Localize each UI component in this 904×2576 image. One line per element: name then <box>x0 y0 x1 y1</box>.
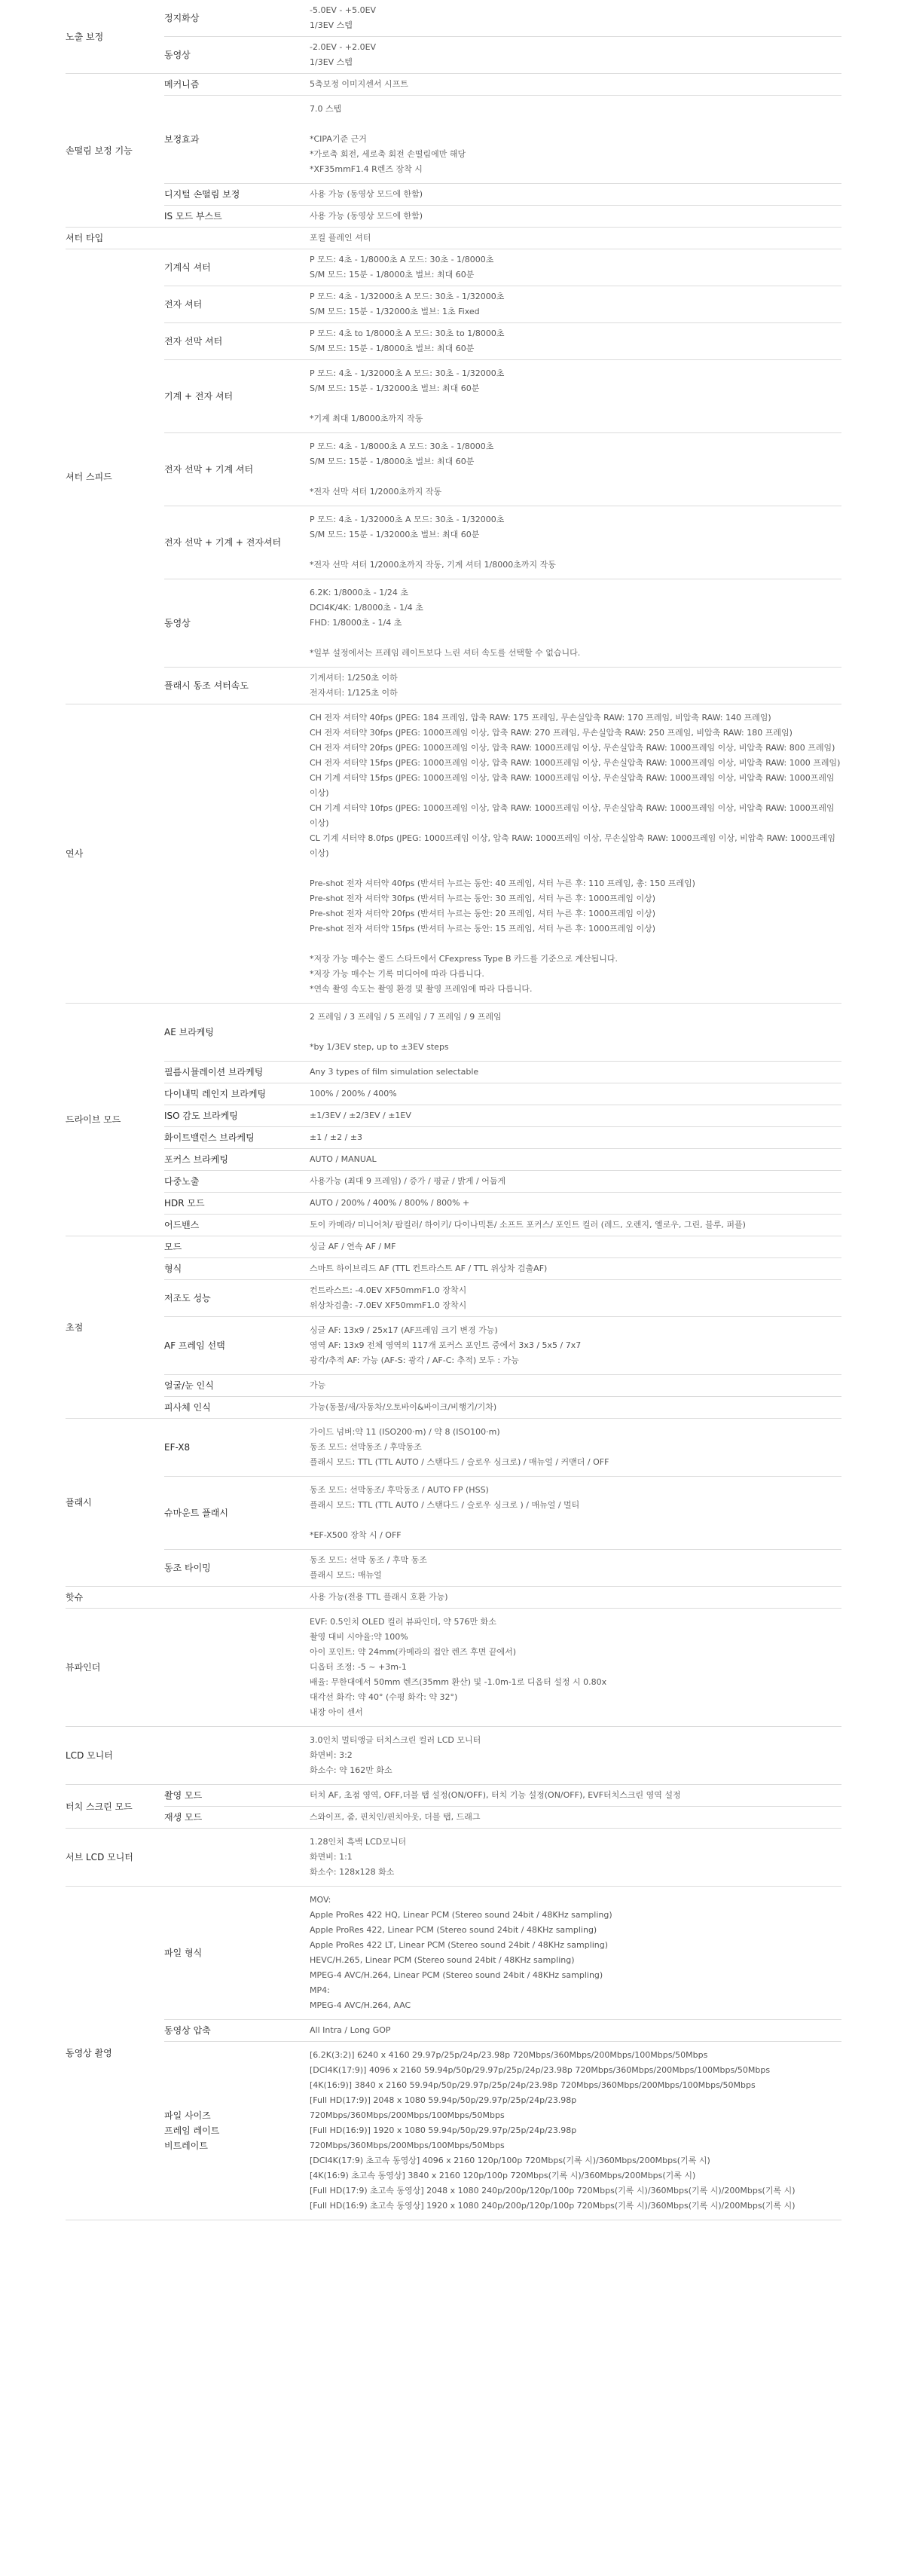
spec-value <box>310 506 841 579</box>
spec-value <box>310 37 841 74</box>
spec-row <box>66 1317 841 1375</box>
spec-value-line: S/M 모드: 15분 - 1/8000초 벌브: 최대 60분 <box>310 270 475 280</box>
spec-subcategory: 파일 사이즈 프레임 레이트 비트레이트 <box>164 2042 310 2220</box>
spec-row <box>66 1171 841 1193</box>
spec-row <box>66 506 841 579</box>
spec-value-line: 720Mbps/360Mbps/200Mbps/100Mbps/50Mbps <box>310 2110 505 2120</box>
spec-value-line: Pre-shot 전자 셔터약 40fps (반셔터 누르는 동안: 40 프레임, 셔터 누른 후: 110 프레임, 총: 150 프레임) <box>310 879 695 888</box>
spec-category: 터치 스크린 모드 <box>66 1785 164 1829</box>
spec-subcategory <box>164 1727 310 1785</box>
spec-value-line: [4K(16:9)] 3840 x 2160 59.94p/50p/29.97p/25p/24p/23.98p 720Mbps/360Mbps/200Mbps/100Mbps/50Mbps <box>310 2080 756 2090</box>
spec-value-line: 7.0 스텝 <box>310 104 342 114</box>
spec-row <box>66 37 841 74</box>
spec-spacer <box>310 1513 841 1528</box>
spec-value <box>310 1280 841 1317</box>
spec-value-line: *by 1/3EV step, up to ±3EV steps <box>310 1042 449 1052</box>
spec-row <box>66 1785 841 1807</box>
spec-value-line: 화소수: 약 162만 화소 <box>310 1765 392 1775</box>
spec-subcategory: 형식 <box>164 1258 310 1280</box>
spec-value-line: 화면비: 3:2 <box>310 1750 353 1760</box>
spec-category: 연사 <box>66 704 164 1004</box>
spec-value-line: S/M 모드: 15분 - 1/32000초 벌브: 1초 Fixed <box>310 307 480 316</box>
spec-value-line: CH 전자 셔터약 20fps (JPEG: 1000프레임 이상, 압축 RAW: 1000프레임 이상, 무손실압축 RAW: 1000프레임 이상, 비압축 RAW: 800 프레임) <box>310 743 835 753</box>
spec-subcategory: 기계식 셔터 <box>164 249 310 286</box>
spec-value <box>310 323 841 360</box>
spec-value-line: Pre-shot 전자 셔터약 20fps (반셔터 누르는 동안: 20 프레임, 셔터 누른 후: 1000프레임 이상) <box>310 909 655 918</box>
spec-value-line: [6.2K(3:2)] 6240 x 4160 29.97p/25p/24p/23.98p 720Mbps/360Mbps/200Mbps/100Mbps/50Mbps <box>310 2050 708 2060</box>
spec-value <box>310 1609 841 1727</box>
spec-row <box>66 1550 841 1587</box>
spec-subcategory: 디지털 손떨림 보정 <box>164 184 310 206</box>
spec-value-line: S/M 모드: 15분 - 1/32000초 벌브: 최대 60분 <box>310 383 480 393</box>
spec-value-line: ±1 / ±2 / ±3 <box>310 1132 363 1142</box>
spec-value-line: CL 기계 셔터약 8.0fps (JPEG: 1000프레임 이상, 압축 RAW: 1000프레임 이상, 무손실압축 RAW: 1000프레임 이상, 비압축 RAW: 1000프레임 이상) <box>310 833 835 858</box>
spec-value-line: 화소수: 128x128 화소 <box>310 1867 395 1877</box>
spec-subcategory: 전자 선막 + 기계 + 전자셔터 <box>164 506 310 579</box>
spec-row <box>66 1083 841 1105</box>
spec-value-line: *EF-X500 장착 시 / OFF <box>310 1530 402 1540</box>
spec-value-line: ±1/3EV / ±2/3EV / ±1EV <box>310 1111 411 1120</box>
spec-value <box>310 1887 841 2020</box>
spec-value <box>310 1550 841 1587</box>
spec-value <box>310 1829 841 1887</box>
spec-value <box>310 1397 841 1419</box>
spec-value <box>310 1083 841 1105</box>
spec-subcategory: 어드밴스 <box>164 1215 310 1236</box>
spec-value-line: 스와이프, 줌, 핀치인/핀치아웃, 더블 탭, 드래그 <box>310 1812 481 1822</box>
spec-value <box>310 286 841 323</box>
spec-row <box>66 96 841 184</box>
spec-value-line: Apple ProRes 422 LT, Linear PCM (Stereo sound 24bit / 48KHz sampling) <box>310 1940 609 1950</box>
spec-value-line: [DCI4K(17:9)] 4096 x 2160 59.94p/50p/29.97p/25p/24p/23.98p 720Mbps/360Mbps/200Mbps/100Mbps/50Mbps <box>310 2065 771 2075</box>
spec-row <box>66 286 841 323</box>
spec-value <box>310 668 841 704</box>
spec-value <box>310 96 841 184</box>
spec-value-line: 영역 AF: 13x9 전체 영역의 117개 포커스 포인트 중에서 3x3 / 5x5 / 7x7 <box>310 1340 582 1350</box>
spec-value <box>310 1258 841 1280</box>
spec-subcategory: 슈마운트 플래시 <box>164 1477 310 1550</box>
spec-subcategory: 기계 + 전자 셔터 <box>164 360 310 433</box>
spec-spacer <box>310 469 841 484</box>
spec-row <box>66 1887 841 2020</box>
spec-value <box>310 2020 841 2042</box>
spec-value-line: Pre-shot 전자 셔터약 30fps (반셔터 누르는 동안: 30 프레임, 셔터 누른 후: 1000프레임 이상) <box>310 894 655 903</box>
spec-category: 드라이브 모드 <box>66 1004 164 1236</box>
spec-value-line: P 모드: 4초 - 1/32000초 A 모드: 30초 - 1/32000초 <box>310 368 505 378</box>
spec-value-line: 플래시 모드: 매뉴얼 <box>310 1570 382 1580</box>
spec-value-line: CH 전자 셔터약 30fps (JPEG: 1000프레임 이상, 압축 RAW: 270 프레임, 무손실압축 RAW: 250 프레임, 비압축 RAW: 180 프레임) <box>310 728 793 738</box>
spec-value <box>310 1477 841 1550</box>
spec-value-line: 아이 포인트: 약 24mm(카메라의 접안 렌즈 후면 끝에서) <box>310 1647 517 1657</box>
spec-value-line: 100% / 200% / 400% <box>310 1089 397 1099</box>
spec-value-line: CH 전자 셔터약 40fps (JPEG: 184 프레임, 압축 RAW: 175 프레임, 무손실압축 RAW: 170 프레임, 비압축 RAW: 140 프레임) <box>310 713 771 723</box>
spec-subcategory <box>164 1587 310 1609</box>
spec-value <box>310 1105 841 1127</box>
spec-value <box>310 228 841 249</box>
spec-value-line: 2 프레임 / 3 프레임 / 5 프레임 / 7 프레임 / 9 프레임 <box>310 1012 502 1022</box>
spec-row <box>66 2020 841 2042</box>
spec-category: 플래시 <box>66 1419 164 1587</box>
spec-subcategory <box>164 228 310 249</box>
spec-value <box>310 1193 841 1215</box>
spec-row <box>66 1258 841 1280</box>
spec-value-line: *가로축 회전, 세로축 회전 손떨림에만 해당 <box>310 149 466 159</box>
spec-subcategory: 보정효과 <box>164 96 310 184</box>
spec-value <box>310 1785 841 1807</box>
spec-value-line: Apple ProRes 422 HQ, Linear PCM (Stereo sound 24bit / 48KHz sampling) <box>310 1910 612 1920</box>
spec-value-line: 플래시 모드: TTL (TTL AUTO / 스탠다드 / 슬로우 싱크로 ) / 매뉴얼 / 멀티 <box>310 1500 580 1510</box>
spec-value-line: 사용 가능 (동영상 모드에 한함) <box>310 211 423 221</box>
spec-row <box>66 1215 841 1236</box>
spec-value-line: EVF: 0.5인치 OLED 컬러 뷰파인더, 약 576만 화소 <box>310 1617 496 1627</box>
spec-row <box>66 1127 841 1149</box>
spec-value-line: P 모드: 4초 - 1/8000초 A 모드: 30초 - 1/8000초 <box>310 255 494 264</box>
spec-table-body <box>66 0 841 2220</box>
spec-value-line: CH 전자 셔터약 15fps (JPEG: 1000프레임 이상, 압축 RAW: 1000프레임 이상, 무손실압축 RAW: 1000프레임 이상, 비압축 RAW: 1000 프레임) <box>310 758 841 768</box>
spec-category: 핫슈 <box>66 1587 164 1609</box>
spec-spacer <box>310 542 841 558</box>
spec-value <box>310 74 841 96</box>
spec-value-line: 화면비: 1:1 <box>310 1852 353 1862</box>
spec-subcategory: ISO 감도 브라케팅 <box>164 1105 310 1127</box>
spec-subcategory: 저조도 성능 <box>164 1280 310 1317</box>
spec-value-line: 배율: 무한대에서 50mm 렌즈(35mm 환산) 및 -1.0m-1로 디옵터 설정 시 0.80x <box>310 1677 607 1687</box>
spec-value-line: 기계셔터: 1/250초 이하 <box>310 673 398 683</box>
spec-value-line: 대각선 화각: 약 40° (수평 화각: 약 32°) <box>310 1692 458 1702</box>
spec-subcategory: HDR 모드 <box>164 1193 310 1215</box>
spec-subcategory: AF 프레임 선택 <box>164 1317 310 1375</box>
spec-value <box>310 360 841 433</box>
spec-subcategory <box>164 704 310 1004</box>
spec-spacer <box>310 1025 841 1040</box>
spec-value-line: [Full HD(17:9) 초고속 동영상] 2048 x 1080 240p/200p/120p/100p 720Mbps(기록 시)/360Mbps(기록 시)/200Mbps(기록 시) <box>310 2186 796 2196</box>
spec-value <box>310 1317 841 1375</box>
spec-category: LCD 모니터 <box>66 1727 164 1785</box>
spec-value-line: 5축보정 이미지센서 시프트 <box>310 79 408 89</box>
spec-category: 뷰파인더 <box>66 1609 164 1727</box>
spec-subcategory: 다이내믹 레인지 브라케팅 <box>164 1083 310 1105</box>
spec-value-line: MOV: <box>310 1895 331 1905</box>
spec-value-line: Any 3 types of film simulation selectable <box>310 1067 479 1077</box>
spec-row <box>66 668 841 704</box>
spec-row <box>66 2042 841 2220</box>
spec-subcategory: 메커니즘 <box>164 74 310 96</box>
spec-row <box>66 1609 841 1727</box>
spec-value-line: *XF35mmF1.4 R렌즈 장착 시 <box>310 164 423 174</box>
spec-value <box>310 704 841 1004</box>
spec-row <box>66 74 841 96</box>
spec-value-line: 동조 모드: 선막 동조 / 후막 동조 <box>310 1555 427 1565</box>
spec-row <box>66 323 841 360</box>
spec-subcategory: 동조 타이밍 <box>164 1550 310 1587</box>
spec-value <box>310 184 841 206</box>
spec-value-line: 6.2K: 1/8000초 - 1/24 초 <box>310 588 409 597</box>
spec-value-line: 720Mbps/360Mbps/200Mbps/100Mbps/50Mbps <box>310 2141 505 2150</box>
spec-value <box>310 1004 841 1062</box>
spec-subcategory: 얼굴/눈 인식 <box>164 1375 310 1397</box>
spec-subcategory: 정지화상 <box>164 0 310 37</box>
spec-value-line: FHD: 1/8000초 - 1/4 초 <box>310 618 402 628</box>
spec-value-line: [4K(16:9) 초고속 동영상] 3840 x 2160 120p/100p 720Mbps(기록 시)/360Mbps/200Mbps(기록 시) <box>310 2171 696 2180</box>
spec-value-line: P 모드: 4초 - 1/8000초 A 모드: 30초 - 1/8000초 <box>310 442 494 451</box>
spec-row <box>66 1149 841 1171</box>
spec-row <box>66 1807 841 1829</box>
spec-row <box>66 360 841 433</box>
spec-row <box>66 1829 841 1887</box>
spec-subcategory: 동영상 압축 <box>164 2020 310 2042</box>
spec-table <box>66 0 841 2220</box>
spec-row <box>66 1236 841 1258</box>
spec-value-line: 동조 모드: 선막동조 / 후막동조 <box>310 1442 422 1452</box>
spec-value-line: P 모드: 4초 - 1/32000초 A 모드: 30초 - 1/32000초 <box>310 515 505 524</box>
spec-subcategory: 전자 셔터 <box>164 286 310 323</box>
spec-subcategory: 동영상 <box>164 579 310 668</box>
spec-subcategory: AE 브라케팅 <box>164 1004 310 1062</box>
spec-category: 손떨림 보정 기능 <box>66 74 164 228</box>
spec-value-line: 터치 AF, 초점 영역, OFF,더블 탭 설정(ON/OFF), 터치 기능 설정(ON/OFF), EVF터치스크린 영역 설정 <box>310 1790 681 1800</box>
spec-table-container <box>66 0 841 2220</box>
spec-spacer <box>310 631 841 646</box>
spec-row <box>66 704 841 1004</box>
spec-value-line: 가능(동물/새/자동차/오토바이&바이크/비행기/기차) <box>310 1402 497 1412</box>
spec-category: 노출 보정 <box>66 0 164 74</box>
spec-value-line: 1/3EV 스텝 <box>310 57 353 67</box>
spec-spacer <box>310 937 841 952</box>
spec-value <box>310 1375 841 1397</box>
spec-category: 서브 LCD 모니터 <box>66 1829 164 1887</box>
spec-value <box>310 1062 841 1083</box>
spec-subcategory: IS 모드 부스트 <box>164 206 310 228</box>
spec-category: 셔터 스피드 <box>66 249 164 704</box>
spec-value-line: 사용가능 (최대 9 프레임) / 증가 / 평균 / 밝게 / 어둡게 <box>310 1176 506 1186</box>
spec-value <box>310 249 841 286</box>
spec-value-line: MPEG-4 AVC/H.264, Linear PCM (Stereo sound 24bit / 48KHz sampling) <box>310 1970 603 1980</box>
spec-value-line: S/M 모드: 15분 - 1/32000초 벌브: 최대 60분 <box>310 530 480 539</box>
spec-subcategory: 전자 선막 + 기계 셔터 <box>164 433 310 506</box>
spec-value-line: *전자 선막 셔터 1/2000초까지 작동, 기계 셔터 1/8000초까지 작동 <box>310 560 556 570</box>
spec-value-line: DCI4K/4K: 1/8000초 - 1/4 초 <box>310 603 423 613</box>
spec-value <box>310 1419 841 1477</box>
spec-value-line: *저장 가능 매수는 콜드 스타트에서 CFexpress Type B 카드를 기준으로 계산됩니다. <box>310 954 618 964</box>
spec-value-line: 디옵터 조정: -5 ~ +3m-1 <box>310 1662 407 1672</box>
spec-row <box>66 184 841 206</box>
spec-value-line: 사용 가능(전용 TTL 플래시 호환 가능) <box>310 1592 448 1602</box>
spec-value-line: P 모드: 4초 - 1/32000초 A 모드: 30초 - 1/32000초 <box>310 292 505 301</box>
spec-value-line: [Full HD(16:9)] 1920 x 1080 59.94p/50p/29.97p/25p/24p/23.98p <box>310 2125 577 2135</box>
spec-row <box>66 1193 841 1215</box>
spec-value <box>310 433 841 506</box>
spec-value <box>310 1171 841 1193</box>
spec-value-line: *일부 설정에서는 프레임 레이트보다 느린 셔터 속도를 선택할 수 없습니다. <box>310 648 581 658</box>
spec-subcategory: 모드 <box>164 1236 310 1258</box>
spec-value <box>310 1587 841 1609</box>
spec-value-line: 플래시 모드: TTL (TTL AUTO / 스탠다드 / 슬로우 싱크로) / 매뉴얼 / 커맨더 / OFF <box>310 1457 609 1467</box>
spec-subcategory: 플래시 동조 셔터속도 <box>164 668 310 704</box>
spec-category: 동영상 촬영 <box>66 1887 164 2220</box>
spec-value-line: 스마트 하이브리드 AF (TTL 컨트라스트 AF / TTL 위상차 검출AF) <box>310 1264 548 1273</box>
spec-value-line: 광각/추적 AF: 가능 (AF-S: 광각 / AF-C: 추적) 모두 : 가능 <box>310 1355 519 1365</box>
spec-category: 초점 <box>66 1236 164 1419</box>
spec-value-line: CH 기계 셔터약 15fps (JPEG: 1000프레임 이상, 압축 RAW: 1000프레임 이상, 무손실압축 RAW: 1000프레임 이상, 비압축 RAW: 1000프레임 이상) <box>310 773 835 798</box>
spec-value-line: 싱글 AF / 연속 AF / MF <box>310 1242 396 1251</box>
spec-value-line: 싱글 AF: 13x9 / 25x17 (AF프레임 크기 변경 가능) <box>310 1325 498 1335</box>
spec-value-line: 가능 <box>310 1380 326 1390</box>
spec-row <box>66 1062 841 1083</box>
spec-row <box>66 228 841 249</box>
spec-value <box>310 1149 841 1171</box>
spec-value-line: *기계 최대 1/8000초까지 작동 <box>310 414 423 423</box>
spec-value-line: *CIPA기준 근거 <box>310 134 367 144</box>
spec-subcategory: EF-X8 <box>164 1419 310 1477</box>
spec-value-line: Apple ProRes 422, Linear PCM (Stereo sound 24bit / 48KHz sampling) <box>310 1925 597 1935</box>
spec-row <box>66 433 841 506</box>
spec-subcategory: 화이트밸런스 브라케팅 <box>164 1127 310 1149</box>
spec-value <box>310 579 841 668</box>
spec-value-line: 컨트라스트: -4.0EV XF50mmF1.0 장착시 <box>310 1285 467 1295</box>
spec-subcategory: 동영상 <box>164 37 310 74</box>
spec-value-line: -2.0EV - +2.0EV <box>310 42 377 52</box>
spec-value-line: AUTO / 200% / 400% / 800% / 800% + <box>310 1198 470 1208</box>
spec-row <box>66 249 841 286</box>
spec-value <box>310 2042 841 2220</box>
spec-value-line: 가이드 넘버:약 11 (ISO200·m) / 약 8 (ISO100·m) <box>310 1427 500 1437</box>
spec-subcategory: 촬영 모드 <box>164 1785 310 1807</box>
spec-value-line: *연속 촬영 속도는 촬영 환경 및 촬영 프레임에 따라 다릅니다. <box>310 984 533 994</box>
spec-value-line: 1/3EV 스텝 <box>310 20 353 30</box>
spec-category: 셔터 타입 <box>66 228 164 249</box>
spec-value-line: [Full HD(16:9) 초고속 동영상] 1920 x 1080 240p/200p/120p/100p 720Mbps(기록 시)/360Mbps(기록 시)/200Mbps(기록 시) <box>310 2201 796 2211</box>
spec-value-line: P 모드: 4초 to 1/8000초 A 모드: 30초 to 1/8000초 <box>310 328 505 338</box>
spec-row <box>66 1375 841 1397</box>
spec-value-line: CH 기계 셔터약 10fps (JPEG: 1000프레임 이상, 압축 RAW: 1000프레임 이상, 무손실압축 RAW: 1000프레임 이상, 비압축 RAW: 1000프레임 이상) <box>310 803 835 828</box>
spec-value <box>310 1807 841 1829</box>
spec-row <box>66 1280 841 1317</box>
spec-value-line: S/M 모드: 15분 - 1/8000초 벌브: 최대 60분 <box>310 344 475 353</box>
spec-value-line: 전자셔터: 1/125초 이하 <box>310 688 398 698</box>
spec-value-line: 사용 가능 (동영상 모드에 한함) <box>310 189 423 199</box>
spec-row <box>66 1397 841 1419</box>
spec-value-line: MPEG-4 AVC/H.264, AAC <box>310 2000 411 2010</box>
spec-value-line: 3.0인치 멀티앵글 터치스크린 컬러 LCD 모니터 <box>310 1735 481 1745</box>
spec-spacer <box>310 117 841 132</box>
spec-row <box>66 1419 841 1477</box>
spec-value-line: MP4: <box>310 1985 330 1995</box>
spec-value-line: AUTO / MANUAL <box>310 1154 377 1164</box>
spec-value-line: Pre-shot 전자 셔터약 15fps (반셔터 누르는 동안: 15 프레임, 셔터 누른 후: 1000프레임 이상) <box>310 924 655 934</box>
spec-value-line: 1.28인치 흑백 LCD모니터 <box>310 1837 407 1847</box>
spec-value-line: 토이 카메라/ 미니어처/ 팝컬러/ 하이키/ 다이나믹톤/ 소프트 포커스/ 포인트 컬러 (레드, 오렌지, 옐로우, 그린, 블루, 퍼플) <box>310 1220 746 1230</box>
spec-value-line: S/M 모드: 15분 - 1/8000초 벌브: 최대 60분 <box>310 457 475 466</box>
spec-subcategory: 파일 형식 <box>164 1887 310 2020</box>
spec-row <box>66 1105 841 1127</box>
spec-subcategory <box>164 1609 310 1727</box>
spec-value-line: 촬영 대비 시야율:약 100% <box>310 1632 408 1642</box>
spec-value-line: [Full HD(17:9)] 2048 x 1080 59.94p/50p/29.97p/25p/24p/23.98p <box>310 2095 577 2105</box>
spec-row <box>66 0 841 37</box>
spec-subcategory <box>164 1829 310 1887</box>
spec-value-line: *전자 선막 셔터 1/2000초까지 작동 <box>310 487 442 497</box>
spec-value-line: 동조 모드: 선막동조/ 후막동조 / AUTO FP (HSS) <box>310 1485 489 1495</box>
spec-spacer <box>310 861 841 876</box>
spec-value-line: 포컬 플레인 셔터 <box>310 233 371 243</box>
spec-row <box>66 579 841 668</box>
spec-row <box>66 1004 841 1062</box>
spec-value <box>310 1236 841 1258</box>
spec-value <box>310 1727 841 1785</box>
spec-row <box>66 1477 841 1550</box>
spec-subcategory: 필름시뮬레이션 브라케팅 <box>164 1062 310 1083</box>
spec-value-line: All Intra / Long GOP <box>310 2025 391 2035</box>
spec-value <box>310 1127 841 1149</box>
spec-value-line: [DCI4K(17:9) 초고속 동영상] 4096 x 2160 120p/100p 720Mbps(기록 시)/360Mbps/200Mbps(기록 시) <box>310 2156 710 2165</box>
spec-row <box>66 206 841 228</box>
spec-subcategory: 포커스 브라케팅 <box>164 1149 310 1171</box>
spec-subcategory: 피사체 인식 <box>164 1397 310 1419</box>
spec-row <box>66 1727 841 1785</box>
spec-value-line: 내장 아이 센서 <box>310 1707 363 1717</box>
spec-subcategory: 전자 선막 셔터 <box>164 323 310 360</box>
spec-value <box>310 206 841 228</box>
spec-value-line: HEVC/H.265, Linear PCM (Stereo sound 24bit / 48KHz sampling) <box>310 1955 575 1965</box>
spec-subcategory: 재생 모드 <box>164 1807 310 1829</box>
spec-spacer <box>310 396 841 411</box>
spec-row <box>66 1587 841 1609</box>
spec-value <box>310 1215 841 1236</box>
spec-value <box>310 0 841 37</box>
spec-value-line: *저장 가능 매수는 기록 미디어에 따라 다릅니다. <box>310 969 484 979</box>
spec-value-line: 위상차검출: -7.0EV XF50mmF1.0 장착시 <box>310 1300 467 1310</box>
spec-value-line: -5.0EV - +5.0EV <box>310 5 377 15</box>
spec-subcategory: 다중노출 <box>164 1171 310 1193</box>
